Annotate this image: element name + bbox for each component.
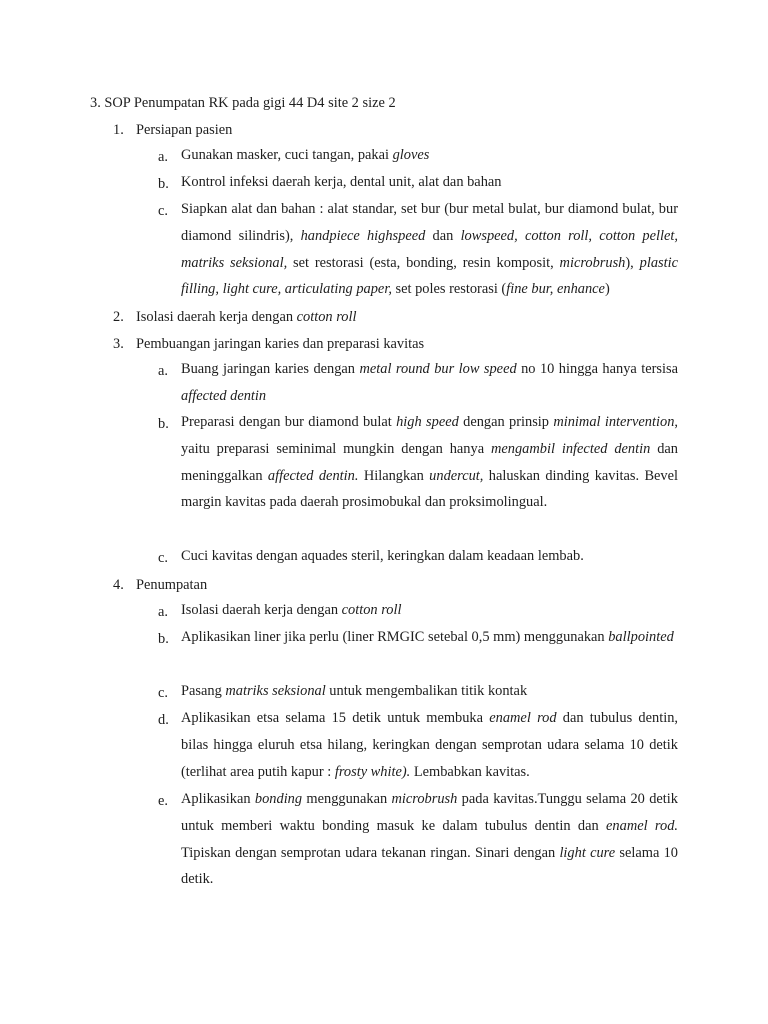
list-item: Gunakan masker, cuci tangan, pakai gloves: [181, 147, 430, 163]
document-heading: 3. SOP Penumpatan RK pada gigi 44 D4 site 2 size 2: [90, 95, 396, 111]
item-letter: e.: [158, 793, 168, 809]
list-item: Kontrol infeksi daerah kerja, dental unit, alat dan bahan: [181, 174, 502, 190]
section-title: Persiapan pasien: [136, 122, 233, 138]
section-title: Isolasi daerah kerja dengan cotton roll: [136, 309, 357, 325]
item-letter: b.: [158, 176, 169, 192]
list-item: Siapkan alat dan bahan : alat standar, set bur (bur metal bulat, bur diamond bulat, bur diamond silindris), handpiece highspeed dan lowspeed, cotton roll, cotton pellet, matriks seksional, set restorasi (esta, bonding, resin komposit, microbrush), plastic filling, light cure, articulating paper, set poles restorasi (fine bur, enhance): [181, 201, 678, 298]
list-item: Aplikasikan bonding menggunakan microbrush pada kavitas.Tunggu selama 20 detik untuk memberi waktu bonding masuk ke dalam tubulus dentin dan enamel rod. Tipiskan dengan semprotan udara tekanan ringan. Sinari dengan light cure selama 10 detik.: [181, 791, 678, 888]
item-letter: b.: [158, 631, 169, 647]
list-item: Cuci kavitas dengan aquades steril, keringkan dalam keadaan lembab.: [181, 548, 584, 564]
item-letter: a.: [158, 604, 168, 620]
section-title: Pembuangan jaringan karies dan preparasi kavitas: [136, 336, 425, 352]
item-letter: c.: [158, 203, 168, 219]
list-item: Isolasi daerah kerja dengan cotton roll: [181, 602, 402, 618]
section-number: 4.: [113, 577, 124, 593]
list-item: Pasang matriks seksional untuk mengembalikan titik kontak: [181, 683, 528, 699]
item-letter: a.: [158, 363, 168, 379]
item-letter: b.: [158, 416, 169, 432]
list-item: Buang jaringan karies dengan metal round bur low speed no 10 hingga hanya tersisa affected dentin: [181, 361, 679, 404]
item-letter: c.: [158, 550, 168, 566]
item-letter: d.: [158, 712, 169, 728]
section-number: 3.: [113, 336, 124, 352]
section-number: 2.: [113, 309, 124, 325]
item-letter: c.: [158, 685, 168, 701]
item-letter: a.: [158, 149, 168, 165]
list-item: Aplikasikan liner jika perlu (liner RMGIC setebal 0,5 mm) menggunakan ballpointed: [181, 629, 674, 645]
section-number: 1.: [113, 122, 124, 138]
list-item: Aplikasikan etsa selama 15 detik untuk membuka enamel rod dan tubulus dentin, bilas hingga eluruh etsa hilang, keringkan dengan semprotan udara selama 10 detik (terlihat area putih kapur : frosty white). Lembabkan kavitas.: [181, 710, 678, 780]
section-title: Penumpatan: [136, 577, 208, 593]
list-item: Preparasi dengan bur diamond bulat high speed dengan prinsip minimal intervention, yaitu preparasi seminimal mungkin dengan hanya mengambil infected dentin dan meninggalkan affected dentin. Hilangkan undercut, haluskan dinding kavitas. Bevel margin kavitas pada daerah prosimobukal dan proksimolingual.: [181, 414, 679, 511]
